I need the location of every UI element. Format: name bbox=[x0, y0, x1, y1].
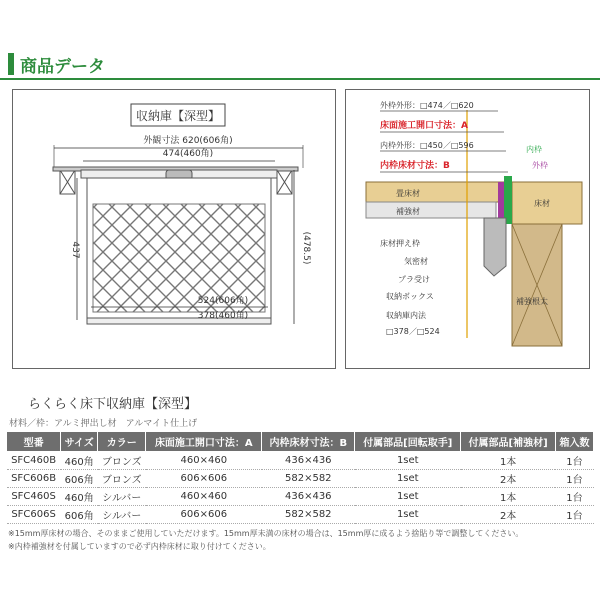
box-inner-dimension-label: 収納庫内法 bbox=[386, 311, 426, 320]
table-cell: 582×582 bbox=[262, 470, 355, 488]
table-header-row bbox=[7, 432, 594, 452]
table-cell: 1set bbox=[355, 488, 461, 506]
table-cell: 606角 bbox=[61, 506, 98, 524]
storage-side-view-panel bbox=[12, 89, 336, 369]
table-cell: ブロンズ bbox=[98, 452, 146, 470]
spec-table bbox=[6, 431, 594, 524]
table-cell: シルバー bbox=[98, 488, 146, 506]
footnotes bbox=[8, 527, 596, 553]
table-cell: SFC460S bbox=[7, 488, 61, 506]
material-note: 材料／枠：アルミ押出し材 アルマイト仕上げ bbox=[9, 419, 198, 429]
tatami-floor-block bbox=[366, 182, 516, 202]
table-cell: 582×582 bbox=[262, 506, 355, 524]
table-cell: SFC606S bbox=[7, 506, 61, 524]
column-header: 付属部品[回転取手] bbox=[355, 432, 461, 452]
table-row bbox=[7, 452, 594, 470]
table-cell: 460角 bbox=[61, 452, 98, 470]
storage-side-view-drawing bbox=[13, 90, 335, 368]
table-cell: 1台 bbox=[555, 506, 593, 524]
floor-press-frame-label: 床材押え枠 bbox=[380, 239, 420, 248]
outer-frame-profile bbox=[498, 182, 504, 222]
floor-material-label: 床材 bbox=[534, 199, 550, 208]
column-header: カラー bbox=[98, 432, 146, 452]
right-height-dimension-label: (478.5) bbox=[301, 231, 311, 265]
column-header: 型番 bbox=[7, 432, 61, 452]
table-cell: 460角 bbox=[61, 488, 98, 506]
footnote: ※15mm厚床材の場合、そのままご使用していただけます。15mm厚未満の床材の場合は、15mm厚に成るよう捨貼り等で調整してください。 bbox=[8, 529, 524, 538]
outer-frame-dimension: 外枠外形：□474／□620 bbox=[380, 101, 474, 110]
table-row bbox=[7, 470, 594, 488]
reinforcement-material-label: 補強材 bbox=[396, 207, 420, 216]
column-header: 付属部品[補強材] bbox=[461, 432, 556, 452]
reinforcing-joist-label: 補強根太 bbox=[516, 297, 548, 306]
column-header: 内枠床材寸法：B bbox=[262, 432, 355, 452]
table-cell: 436×436 bbox=[262, 452, 355, 470]
table-cell: 1本 bbox=[461, 452, 556, 470]
header-underline bbox=[0, 78, 600, 80]
table-cell: 1set bbox=[355, 452, 461, 470]
footnote: ※内枠補強材を付属していますので必ず内枠床材に取り付けてください。 bbox=[8, 542, 271, 551]
table-cell: 2本 bbox=[461, 470, 556, 488]
table-cell: 606×606 bbox=[146, 470, 262, 488]
outer-dimension-label: 外観寸法 620(606角) bbox=[143, 136, 233, 146]
header-accent-bar bbox=[8, 53, 14, 75]
product-subtitle: らくらく床下収納庫【深型】 bbox=[28, 397, 198, 412]
airtight-material-label: 気密材 bbox=[404, 257, 428, 266]
table-row bbox=[7, 506, 594, 524]
frame-section-panel bbox=[345, 89, 590, 369]
inner-frame-profile bbox=[504, 176, 512, 224]
table-cell: ブロンズ bbox=[98, 470, 146, 488]
table-cell: 460×460 bbox=[146, 452, 262, 470]
floor-opening-label: 床面施工開口寸法：A bbox=[380, 121, 468, 131]
column-header: 床面施工開口寸法：A bbox=[146, 432, 262, 452]
column-header: サイズ bbox=[61, 432, 98, 452]
table-cell: 1set bbox=[355, 506, 461, 524]
section-title: 商品データ bbox=[20, 57, 105, 77]
plastic-receiver-label: プラ受け bbox=[398, 275, 430, 284]
tatami-material-label: 畳床材 bbox=[396, 189, 420, 198]
table-cell: 1台 bbox=[555, 452, 593, 470]
table-cell: 460×460 bbox=[146, 488, 262, 506]
inner-floor-dimension-label: 内枠床材寸法：B bbox=[380, 161, 450, 171]
section-header bbox=[0, 44, 600, 80]
left-diagram-title: 収納庫【深型】 bbox=[135, 109, 221, 123]
table-cell: 436×436 bbox=[262, 488, 355, 506]
table-cell: 1set bbox=[355, 470, 461, 488]
inner-frame-label: 内枠 bbox=[526, 145, 542, 154]
reinforcement-material-block bbox=[366, 202, 496, 218]
bottom-dimension-label-2: 378(460角) bbox=[197, 311, 249, 321]
table-cell: 1台 bbox=[555, 488, 593, 506]
box-inner-dimension-value: □378／□524 bbox=[386, 327, 440, 336]
table-cell: 2本 bbox=[461, 506, 556, 524]
height-dimension-label: 437 bbox=[70, 241, 80, 259]
table-cell: SFC606B bbox=[7, 470, 61, 488]
table-cell: シルバー bbox=[98, 506, 146, 524]
frame-section-drawing bbox=[346, 90, 589, 368]
storage-box-label: 収納ボックス bbox=[386, 292, 434, 301]
inner-frame-outer-dimension: 内枠外形：□450／□596 bbox=[380, 141, 474, 150]
table-cell: 606×606 bbox=[146, 506, 262, 524]
bottom-dimension-label-1: 524(606角) bbox=[197, 296, 249, 306]
outer-frame-label: 外枠 bbox=[532, 161, 548, 170]
table-cell: SFC460B bbox=[7, 452, 61, 470]
table-cell: 1台 bbox=[555, 470, 593, 488]
inner-top-dimension-label: 474(460角) bbox=[162, 149, 214, 159]
table-cell: 606角 bbox=[61, 470, 98, 488]
table-row bbox=[7, 488, 594, 506]
column-header: 箱入数 bbox=[555, 432, 593, 452]
storage-box-lip bbox=[484, 218, 506, 276]
table-cell: 1本 bbox=[461, 488, 556, 506]
